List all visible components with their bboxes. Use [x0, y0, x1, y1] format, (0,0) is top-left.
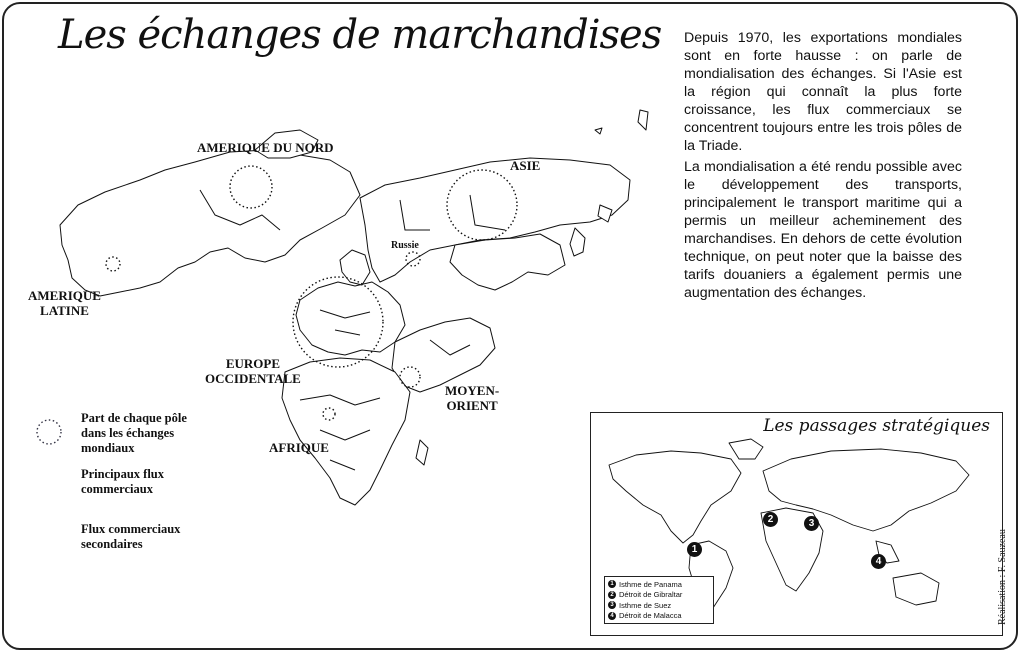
legend-num-2: 2	[608, 591, 616, 599]
legend-label-panama: Isthme de Panama	[619, 579, 682, 589]
label-moyen-orient: MOYEN- ORIENT	[445, 383, 500, 413]
japan-landmass	[570, 228, 585, 256]
madagascar-landmass	[416, 440, 428, 465]
africa-landmass	[282, 358, 410, 505]
strategic-passages-inset	[590, 412, 1003, 636]
north-america-landmass	[60, 150, 360, 296]
legend-main-flows-text: Principaux flux commerciaux	[81, 467, 164, 496]
inset-greenland	[729, 439, 763, 459]
legend-label-malacca: Détroit de Malacca	[619, 611, 682, 621]
middle-east-landmass	[392, 318, 495, 392]
legend-num-4: 4	[608, 612, 616, 620]
marker-panama: 1	[687, 542, 702, 557]
marker-gibraltar: 2	[763, 512, 778, 527]
label-europe-occidentale: EUROPE OCCIDENTALE	[205, 356, 301, 386]
marker-malacca: 4	[871, 554, 886, 569]
label-afrique: AFRIQUE	[269, 440, 329, 455]
legend-pole-circle	[37, 420, 61, 444]
label-russie: Russie	[391, 240, 419, 251]
inset-legend-row	[608, 590, 710, 601]
label-amerique-latine: AMERIQUE LATINE	[28, 288, 101, 318]
europe-landmass	[296, 282, 405, 355]
legend-label-suez: Isthme de Suez	[619, 600, 672, 610]
inset-legend-row	[608, 600, 710, 611]
map-title: Les échanges de marchandises	[58, 12, 662, 58]
legend-num-3: 3	[608, 601, 616, 609]
legend-num-1: 1	[608, 580, 616, 588]
author-credit: Réalisation : F. Sauzeau	[997, 529, 1008, 625]
inset-north-america	[609, 451, 741, 543]
inset-legend-row	[608, 579, 710, 590]
transport-paragraph: La mondialisation a été rendu possible avec le développement des transports, principalement le transport maritime qui a permis un meilleur acheminement des marchandises. En dehors de cette évolution technique, on peut noter que la baisse des tarifs douaniers a également permis une augmentation des échanges.	[684, 159, 962, 301]
intro-paragraph: Depuis 1970, les exportations mondiales sont en forte hausse : on parle de mondialisation des échanges. Si l'Asie est la région qui connaît la plus forte croissance, les flux commerciaux se concentrent toujours entre les trois pôles de la Triade.	[684, 30, 962, 154]
marker-suez: 3	[804, 516, 819, 531]
legend-poles-text: Part de chaque pôle dans les échanges mondiaux	[81, 411, 187, 455]
inset-legend	[604, 576, 714, 624]
inset-australia	[893, 573, 939, 605]
label-amerique-nord: AMERIQUE DU NORD	[197, 140, 334, 155]
legend-label-gibraltar: Détroit de Gibraltar	[619, 590, 683, 600]
legend-secondary-flows-text: Flux commerciaux secondaires	[81, 522, 181, 551]
inset-title: Les passages stratégiques	[763, 416, 990, 436]
label-asie: ASIE	[510, 158, 541, 173]
inset-legend-row	[608, 611, 710, 622]
